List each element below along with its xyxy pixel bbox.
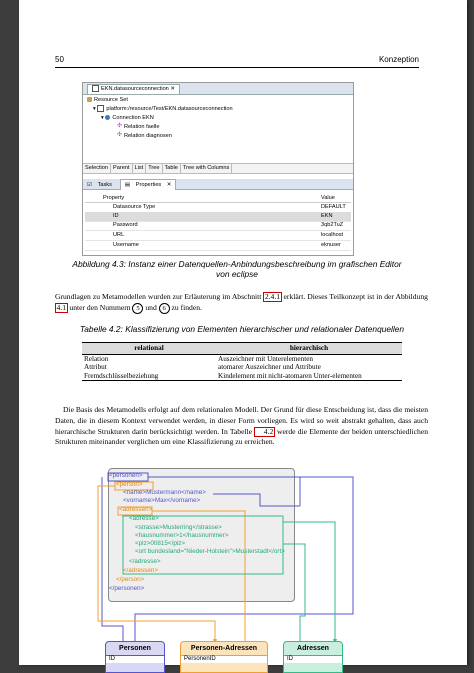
xml-line: <hausnummer>1</hausnummer> [135,532,229,539]
table-reference[interactable]: 4.2 [254,427,275,437]
editor-bottom-tabs [83,163,353,174]
tab-tasks: ☑ Tasks [87,182,112,188]
tab-properties: ▤ Properties ✕ [120,179,177,190]
property-row: URL localhost [85,231,351,241]
chapter-title: Konzeption [378,55,419,64]
section-reference[interactable]: 2.4.1 [264,292,281,301]
table-row: Relation Auszeichner mit Unterelementen [84,354,313,363]
tab-list: List [133,164,147,173]
tab-table: Table [163,164,181,173]
tree-item: ✣ Relation diagnosen [117,132,172,139]
entity-personen-adressen: Personen-Adressen PersonenID [180,641,268,673]
entity-personen: Personen ID [105,641,165,673]
tab-tree-with-columns: Tree with Columns [181,164,232,173]
xml-line: <vorname>Max</vorname> [123,497,201,504]
connection-icon [105,115,110,120]
properties-header: Property Value [85,194,351,203]
xml-line: <personen> [109,472,143,479]
green-connector [283,522,335,644]
number-circle: 5 [132,303,143,314]
purple-connector [102,477,123,644]
xml-line: <adressen> [119,506,153,513]
xml-line: <person> [116,481,143,488]
tab-parent: Parent [111,164,132,173]
editor-tabbar [83,83,353,95]
view-tabs [83,179,353,190]
paragraph-2: Die Basis des Metamodells erfolgt auf dem relationalen Modell. Der Grund für diese Entscheidung ist, dass die meisten Daten, die in diesem Kontext verwendet werden, in dieser Form vorliegen. Es wird so weit abstrakt gehalten, dass auch hierarchische Strukturen darin berücksichtigt werden. In Tabelle 4.2 werde die Elemente der beiden unterschiedlichen Strukturen miteinander verglichen um eine Klassifizierung zu erreichen. [55,405,428,447]
table-caption: Tabelle 4.2: Klassifizierung von Elementen hierarchischer und relationaler Datenquellen [79,324,405,334]
property-row: Datasource Type DEFAULT [85,203,351,213]
xml-line: </personen> [109,585,145,592]
property-row: ID EKN [85,212,351,222]
paragraph-1: Grundlagen zu Metamodellen wurden zur Erläuterung im Abschnitt 2.4.1 erklärt. Dieses Teilkonzept ist in der Abbildung 4.1 unter den Nummern 5 und 6 zu finden. [55,292,428,312]
file-icon [97,105,104,112]
table-row: Fremdschlüsselbeziehung Kindelement mit nicht-atomaren Unter-elementen [82,372,402,381]
property-row: Password 3qb2TuZ [85,221,351,231]
xml-line: <adresse> [129,515,159,522]
tab-tree: Tree [146,164,162,173]
column-header: relational [82,343,216,355]
xml-line: </person> [116,576,145,583]
purple-connector [148,477,353,488]
xml-line: </adresse> [129,558,161,565]
tree-item: ▾ platform:/resource/Test/EKN.datasourceconnection [93,106,233,112]
column-header: hierarchisch [216,343,402,355]
entity-adressen: Adressen ID [283,641,343,673]
tree-item: ✣ Relation faelle [117,123,160,130]
xml-line: </adressen> [123,567,159,574]
xml-line: <strasse>Musterring</strasse> [135,524,222,531]
figure-reference[interactable]: 4.1 [56,302,66,312]
relation-icon: ✣ [117,123,123,130]
file-icon [92,85,99,92]
resource-set-icon [87,97,92,102]
table-row: Attribut atomarer Auszeichner und Attribute [84,363,321,372]
tab-selection: Selection [83,164,111,173]
tree-item: ▾ Connection EKN [101,115,154,121]
editor-tab: EKN.datasourceconnection ✕ [87,84,180,94]
xml-line: <ort bundesland="Nieder-Holstein">Musterstadt</ort> [135,548,285,555]
green-connector [283,544,305,644]
purple-connector [213,494,300,506]
xml-line: <name>Mustermann</name> [123,489,206,496]
xml-to-relational-diagram [95,466,360,665]
tree-item: Resource Set [87,96,128,104]
xml-line: <plz>00815</plz> [135,540,186,547]
page-header [55,55,419,68]
classification-table [82,342,402,381]
page-number: 50 [55,55,64,64]
editor-screenshot [82,82,354,256]
property-row: Username eknuser [85,241,351,251]
number-circle: 6 [159,303,170,314]
figure-caption: Abbildung 4.3: Instanz einer Datenquellen-Anbindungsbeschreibung im grafischen Editor von eclipse [72,259,402,279]
relation-icon: ✣ [117,132,123,139]
